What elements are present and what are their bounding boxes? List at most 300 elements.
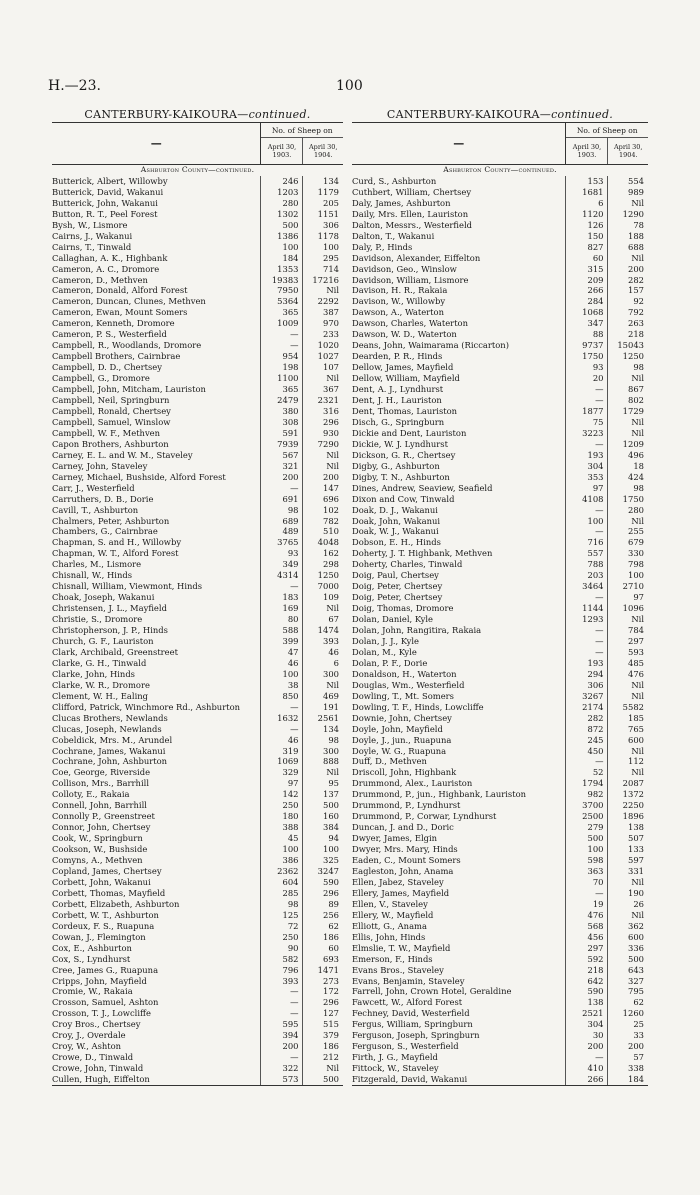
table-row: [52, 789, 343, 800]
sheep-count-1903: —: [261, 986, 303, 997]
sheep-count-1903: 100: [261, 844, 303, 855]
sheep-count-1903: 592: [566, 954, 608, 965]
sheep-count-1904: 98: [633, 362, 644, 373]
section-heading: Ashburton County—continued.: [443, 165, 557, 174]
sheep-count-1903: 279: [566, 822, 608, 833]
table-row: [352, 669, 648, 680]
owner-name: Douglas, Wm., Westerfield: [352, 679, 465, 690]
table-row: [352, 559, 648, 570]
sheep-table: [52, 122, 343, 1086]
sheep-count-1904: 5582: [622, 701, 644, 712]
table-row: [352, 417, 648, 428]
sheep-count-1903: 4108: [566, 494, 608, 505]
sheep-count-1903: 591: [261, 428, 303, 439]
sheep-count-1903: 1353: [261, 264, 303, 275]
sheep-count-1903: 388: [261, 822, 303, 833]
sheep-count-1903: 2174: [566, 702, 608, 713]
sheep-count-1903: —: [566, 526, 608, 537]
owner-name: Connell, John, Barrhill: [52, 800, 147, 811]
table-row: [352, 494, 648, 505]
owner-name: Corbett, John, Wakanui: [52, 876, 151, 887]
sheep-count-1903: 588: [261, 625, 303, 636]
sheep-count-1904: 1290: [622, 208, 644, 219]
owner-name: Christopherson, J. P., Hinds: [52, 625, 168, 636]
table-row: [52, 253, 343, 264]
table-row: [352, 997, 648, 1008]
owner-name: Doyle, W. G., Ruapuna: [352, 745, 447, 756]
name-column-header: —: [52, 123, 261, 165]
owner-name: Cobeldick, Mrs. M., Arundel: [52, 734, 173, 745]
sheep-count-1904: 338: [628, 1063, 644, 1074]
sheep-count-header: No. of Sheep on: [566, 123, 648, 138]
sheep-count-1904: 256: [323, 909, 339, 920]
sheep-count-1903: 365: [261, 307, 303, 318]
sheep-count-1904: 500: [323, 800, 339, 811]
table-row: [52, 373, 343, 384]
sheep-count-1904: Nil: [631, 427, 644, 438]
sheep-count-1904: 147: [323, 482, 339, 493]
table-row: [352, 1008, 648, 1019]
sheep-count-1904: Nil: [631, 416, 644, 427]
date-1903-header: April 30, 1903.: [566, 138, 608, 165]
sheep-count-1904: 78: [633, 219, 644, 230]
sheep-count-1904: Nil: [631, 679, 644, 690]
sheep-count-1904: 26: [633, 898, 644, 909]
owner-name: Doak, D. J., Wakanui: [352, 504, 438, 515]
owner-name: Campbell, R., Woodlands, Dromore: [52, 340, 202, 351]
table-row: [352, 264, 648, 275]
sheep-count-1903: —: [261, 1008, 303, 1019]
sheep-count-1904: 62: [328, 920, 339, 931]
owner-name: Cavill, T., Ashburton: [52, 504, 139, 515]
table-row: [352, 986, 648, 997]
table-row: [52, 176, 343, 187]
sheep-count-1903: 3464: [566, 581, 608, 592]
sheep-count-1904: 6: [333, 657, 339, 668]
table-row: [352, 1041, 648, 1052]
sheep-count-1903: 46: [261, 658, 303, 669]
table-row: [352, 581, 648, 592]
sheep-count-1903: 4314: [261, 570, 303, 581]
sheep-count-1903: 5364: [261, 296, 303, 307]
table-row: [52, 483, 343, 494]
table-row: [52, 778, 343, 789]
sheep-count-1904: 1096: [622, 603, 644, 614]
owner-name: Evans Bros., Staveley: [352, 964, 444, 975]
sheep-count-1904: 316: [323, 405, 339, 416]
table-row: [352, 1074, 648, 1085]
sheep-count-1904: 138: [628, 822, 644, 833]
table-row: [52, 307, 343, 318]
sheep-count-1904: 157: [628, 285, 644, 296]
sheep-count-1904: Nil: [326, 285, 339, 296]
sheep-count-1903: 19: [566, 899, 608, 910]
table-row: [352, 921, 648, 932]
sheep-count-1904: 94: [328, 833, 339, 844]
sheep-count-1904: 18: [633, 460, 644, 471]
sheep-count-1904: 362: [628, 920, 644, 931]
sheep-count-1904: 186: [323, 931, 339, 942]
owner-name: Connolly P., Greenstreet: [52, 811, 155, 822]
sheep-count-1903: 598: [566, 855, 608, 866]
table-row: [352, 636, 648, 647]
section-heading: Ashburton County—continued.: [140, 165, 255, 174]
owner-name: Callaghan, A. K., Highbank: [52, 252, 168, 263]
column-title: CANTERBURY-KAIKOURA—continued.: [84, 108, 311, 121]
sheep-count-1904: 172: [323, 986, 339, 997]
table-row: [352, 439, 648, 450]
table-row: [352, 373, 648, 384]
sheep-count-1904: 89: [328, 898, 339, 909]
table-row: [352, 614, 648, 625]
sheep-count-1904: 297: [628, 635, 644, 646]
column-title: CANTERBURY-KAIKOURA—continued.: [386, 108, 614, 121]
sheep-count-1903: 100: [261, 669, 303, 680]
sheep-count-1904: 7000: [317, 581, 339, 592]
table-row: [352, 767, 648, 778]
owner-name: Curd, S., Ashburton: [352, 175, 437, 186]
sheep-count-1903: 100: [566, 844, 608, 855]
owner-name: Dolan, Daniel, Kyle: [352, 614, 433, 625]
owner-name: Carruthers, D. B., Dorie: [52, 493, 154, 504]
sheep-count-1903: 138: [566, 997, 608, 1008]
owner-name: Campbell, W. F., Methven: [52, 427, 161, 438]
sheep-count-1903: 3700: [566, 800, 608, 811]
owner-name: Ellery, James, Mayfield: [352, 887, 450, 898]
sheep-count-1903: 567: [261, 450, 303, 461]
table-row: [52, 1074, 343, 1085]
table-row: [52, 636, 343, 647]
sheep-count-1903: 410: [566, 1063, 608, 1074]
sheep-count-1903: 1069: [261, 756, 303, 767]
sheep-count-1904: 200: [628, 1041, 644, 1052]
owner-name: Evans, Benjamin, Staveley: [352, 975, 465, 986]
sheep-count-1904: 867: [628, 384, 644, 395]
sheep-count-1903: 1302: [261, 209, 303, 220]
sheep-count-1903: 198: [261, 362, 303, 373]
sheep-count-1903: 218: [566, 965, 608, 976]
owner-name: Dolan, John, Rangitira, Rakaia: [352, 625, 482, 636]
owner-name: Drummond, Alex., Lauriston: [352, 778, 473, 789]
sheep-count-1904: 92: [633, 296, 644, 307]
sheep-count-1904: 191: [323, 701, 339, 712]
owner-name: Corbett, Thomas, Mayfield: [52, 887, 166, 898]
owner-name: Davidson, William, Lismore: [352, 274, 469, 285]
table-row: [352, 647, 648, 658]
table-row: [52, 877, 343, 888]
sheep-count-1903: —: [261, 1052, 303, 1063]
table-row: [352, 285, 648, 296]
owner-name: Cochrane, James, Wakanui: [52, 745, 166, 756]
sheep-count-1903: —: [566, 384, 608, 395]
table-row: [52, 559, 343, 570]
sheep-count-1904: 600: [628, 734, 644, 745]
owner-name: Campbell, D. D., Chertsey: [52, 362, 162, 373]
sheep-count-1904: 384: [323, 822, 339, 833]
sheep-count-1904: 1178: [317, 230, 339, 241]
table-row: [352, 713, 648, 724]
owner-name: Choak, Joseph, Wakanui: [52, 592, 155, 603]
sheep-count-1903: 46: [261, 735, 303, 746]
table-row: [52, 242, 343, 253]
table-row: [52, 965, 343, 976]
sheep-count-1904: 1896: [622, 811, 644, 822]
table-row: [52, 702, 343, 713]
table-row: [52, 505, 343, 516]
owner-name: Campbell, Ronald, Chertsey: [52, 405, 171, 416]
table-row: [52, 658, 343, 669]
sheep-count-1903: 308: [261, 417, 303, 428]
owner-name: Collison, Mrs., Barrhill: [52, 778, 149, 789]
owner-name: Coe, George, Riverside: [52, 767, 151, 778]
table-row: [352, 702, 648, 713]
sheep-count-1903: 72: [261, 921, 303, 932]
sheep-count-1904: 1027: [317, 351, 339, 362]
owner-name: Doherty, J. T. Highbank, Methven: [352, 548, 493, 559]
table-row: [352, 340, 648, 351]
owner-name: Dearden, P. R., Hinds: [352, 351, 443, 362]
sheep-count-1903: 200: [261, 472, 303, 483]
sheep-count-1904: 590: [323, 876, 339, 887]
table-row: [352, 307, 648, 318]
sheep-count-1904: 98: [328, 734, 339, 745]
owner-name: Capon Brothers, Ashburton: [52, 438, 169, 449]
sheep-count-1903: 3267: [566, 691, 608, 702]
table-row: [352, 406, 648, 417]
owner-name: Dalton, T., Wakanui: [352, 230, 435, 241]
sheep-count-1903: —: [566, 636, 608, 647]
owner-name: Butterick, Albert, Willowby: [52, 175, 168, 186]
sheep-count-1903: 209: [566, 275, 608, 286]
owner-name: Connor, John, Chertsey: [52, 822, 151, 833]
sheep-count-1904: 782: [323, 515, 339, 526]
owner-name: Crosson, Samuel, Ashton: [52, 997, 159, 1008]
sheep-count-1904: 218: [628, 329, 644, 340]
table-row: [352, 746, 648, 757]
sheep-count-1903: 500: [566, 833, 608, 844]
sheep-count-1904: 387: [323, 307, 339, 318]
table-row: [352, 220, 648, 231]
sheep-count-1903: 456: [566, 932, 608, 943]
owner-name: Christie, S., Dromore: [52, 614, 143, 625]
sheep-count-1903: —: [566, 625, 608, 636]
sheep-count-1903: 47: [261, 647, 303, 658]
sheep-count-1904: Nil: [631, 767, 644, 778]
owner-name: Chalmers, Peter, Ashburton: [52, 515, 170, 526]
owner-name: Davison, W., Willowby: [352, 296, 446, 307]
table-row: [352, 877, 648, 888]
owner-name: Doig, Thomas, Dromore: [352, 603, 454, 614]
sheep-count-1904: 696: [323, 493, 339, 504]
owner-name: Cox, S., Lyndhurst: [52, 953, 131, 964]
sheep-count-1903: 850: [261, 691, 303, 702]
sheep-count-1903: —: [566, 395, 608, 406]
sheep-count-1903: 595: [261, 1019, 303, 1030]
owner-name: Corbett, Elizabeth, Ashburton: [52, 898, 180, 909]
sheep-count-1904: 688: [628, 241, 644, 252]
owner-name: Croy Bros., Chertsey: [52, 1019, 141, 1030]
owner-name: Cree, James G., Ruapuna: [52, 964, 159, 975]
sheep-count-1903: 9737: [566, 340, 608, 351]
owner-name: Digby, T. N., Ashburton: [352, 471, 450, 482]
table-row: [52, 997, 343, 1008]
table-row: [352, 516, 648, 527]
sheep-count-1903: 70: [566, 877, 608, 888]
owner-name: Croy, W., Ashton: [52, 1041, 122, 1052]
sheep-count-1903: 1632: [261, 713, 303, 724]
sheep-count-1903: 500: [261, 220, 303, 231]
sheep-count-1904: 593: [628, 646, 644, 657]
owner-name: Crowe, D., Tinwald: [52, 1052, 134, 1063]
owner-name: Ellen, Jabez, Staveley: [352, 876, 444, 887]
table-row: [52, 844, 343, 855]
sheep-count-1903: 322: [261, 1063, 303, 1074]
sheep-count-1904: 273: [323, 975, 339, 986]
owner-name: Croy, J., Overdale: [52, 1030, 126, 1041]
table-row: [352, 954, 648, 965]
sheep-count-1904: 476: [628, 668, 644, 679]
sheep-count-1904: 185: [628, 712, 644, 723]
sheep-count-1903: 1877: [566, 406, 608, 417]
sheep-count-1903: 297: [566, 943, 608, 954]
owner-name: Disch, G., Springburn: [352, 416, 445, 427]
sheep-count-1903: 180: [261, 811, 303, 822]
sheep-count-1903: 380: [261, 406, 303, 417]
table-row: [52, 395, 343, 406]
sheep-count-1903: 476: [566, 910, 608, 921]
sheep-count-1904: 1729: [622, 405, 644, 416]
table-row: [52, 680, 343, 691]
table-row: [352, 910, 648, 921]
sheep-count-1903: 266: [566, 1074, 608, 1085]
sheep-count-1903: 97: [261, 778, 303, 789]
sheep-count-1904: 127: [323, 1008, 339, 1019]
sheep-count-1904: 1260: [622, 1008, 644, 1019]
owner-name: Dwyer, Mrs. Mary, Hinds: [352, 844, 458, 855]
sheep-count-1903: 716: [566, 537, 608, 548]
table-row: [52, 187, 343, 198]
sheep-count-1904: 379: [323, 1030, 339, 1041]
owner-name: Elmslie, T. W., Mayfield: [352, 942, 451, 953]
table-row: [52, 625, 343, 636]
sheep-count-1903: 1144: [566, 603, 608, 614]
table-row: [52, 428, 343, 439]
sheep-count-1903: 169: [261, 603, 303, 614]
sheep-count-1903: 788: [566, 559, 608, 570]
table-row: [352, 943, 648, 954]
date-1904-header: April 30, 1904.: [308, 143, 338, 159]
owner-name: Clark, Archibald, Greenstreet: [52, 646, 178, 657]
sheep-count-1904: 17216: [312, 274, 339, 285]
sheep-count-1904: 107: [323, 362, 339, 373]
sheep-count-1903: 399: [261, 636, 303, 647]
owner-name: Colloty, E., Rakaia: [52, 789, 130, 800]
owner-name: Daly, James, Ashburton: [352, 197, 451, 208]
table-row: [52, 275, 343, 286]
table-row: [52, 767, 343, 778]
sheep-count-1904: 597: [628, 855, 644, 866]
sheep-count-1903: 489: [261, 526, 303, 537]
sheep-count-1904: 15043: [617, 340, 644, 351]
table-row: [52, 384, 343, 395]
owner-name: Cameron, D., Methven: [52, 274, 148, 285]
table-row: [52, 1063, 343, 1074]
owner-name: Davidson, Geo., Winslow: [352, 263, 457, 274]
owner-name: Davidson, Alexander, Eiffelton: [352, 252, 481, 263]
sheep-count-1903: 245: [566, 735, 608, 746]
sheep-count-1904: 137: [323, 789, 339, 800]
owner-name: Dines, Andrew, Seaview, Seafield: [352, 482, 493, 493]
sheep-count-1903: 582: [261, 954, 303, 965]
sheep-count-1904: 643: [628, 964, 644, 975]
sheep-count-1904: 1750: [622, 493, 644, 504]
sheep-count-1903: 90: [261, 943, 303, 954]
sheep-count-1904: 102: [323, 504, 339, 515]
sheep-count-1904: 336: [628, 942, 644, 953]
owner-name: Copland, James, Chertsey: [52, 866, 162, 876]
sheep-count-1904: 2250: [622, 800, 644, 811]
table-row: [352, 209, 648, 220]
sheep-count-1903: 2362: [261, 866, 303, 877]
owner-name: Cochrane, John, Ashburton: [52, 756, 168, 767]
table-row: [52, 329, 343, 340]
owner-name: Dowling, T., Mt. Somers: [352, 690, 454, 701]
table-row: [352, 592, 648, 603]
sheep-count-1904: 60: [328, 942, 339, 953]
owner-name: Deans, John, Waimarama (Riccarton): [352, 340, 509, 351]
table-row: [352, 800, 648, 811]
table-row: [52, 713, 343, 724]
sheep-count-1904: 282: [628, 274, 644, 285]
sheep-count-1904: 97: [633, 592, 644, 603]
sheep-count-1904: 367: [323, 384, 339, 395]
sheep-count-1904: 1209: [622, 438, 644, 449]
sheep-count-1904: Nil: [326, 679, 339, 690]
owner-name: Ferguson, Joseph, Springburn: [352, 1030, 480, 1041]
sheep-count-1903: —: [261, 702, 303, 713]
table-row: [352, 833, 648, 844]
sheep-count-1904: Nil: [326, 603, 339, 614]
sheep-count-1904: 4048: [317, 537, 339, 548]
owner-name: Dickie, W. J. Lyndhurst: [352, 438, 448, 449]
table-row: [52, 296, 343, 307]
sheep-count-1904: 2321: [317, 395, 339, 406]
table-row: [52, 231, 343, 242]
sheep-table: [352, 122, 648, 1086]
table-row: [352, 811, 648, 822]
sheep-count-1904: Nil: [326, 449, 339, 460]
table-row: [52, 439, 343, 450]
table-row: [352, 231, 648, 242]
sheep-count-1904: Nil: [631, 252, 644, 263]
owner-name: Cripps, John, Mayfield: [52, 975, 147, 986]
owner-name: Dellow, James, Mayfield: [352, 362, 454, 373]
owner-name: Cordeux, F. S., Ruapuna: [52, 920, 155, 931]
owner-name: Chambers, G., Cairnbrae: [52, 526, 158, 537]
sheep-count-1904: 100: [323, 844, 339, 855]
table-row: [52, 724, 343, 735]
sheep-count-1903: 200: [566, 1041, 608, 1052]
sheep-count-1903: 304: [566, 461, 608, 472]
table-row: [52, 756, 343, 767]
sheep-count-1903: 450: [566, 746, 608, 757]
owner-name: Corbett, W. T., Ashburton: [52, 909, 159, 920]
table-row: [352, 899, 648, 910]
table-row: [52, 570, 343, 581]
owner-name: Cromie, W., Rakaia: [52, 986, 133, 997]
sheep-count-1904: 325: [323, 855, 339, 866]
sheep-count-1904: 693: [323, 953, 339, 964]
